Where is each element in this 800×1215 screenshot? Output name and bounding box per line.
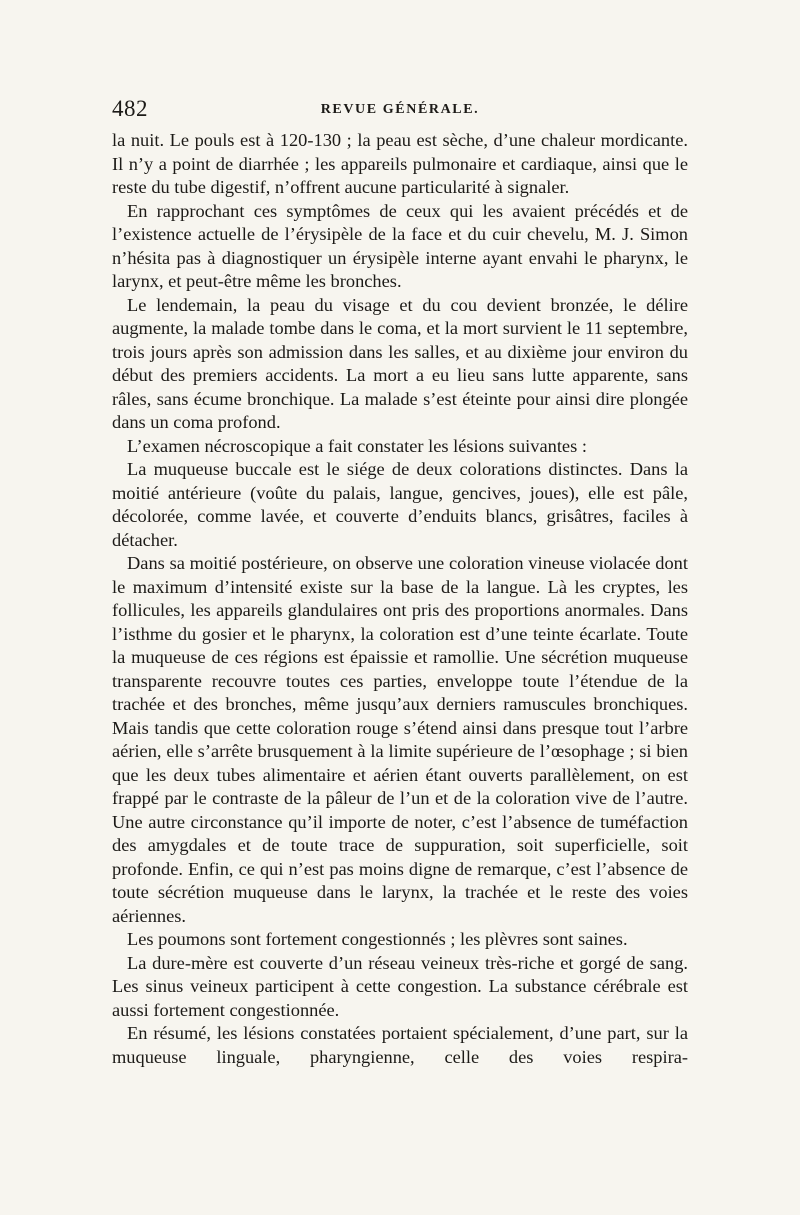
body-text [112,129,688,1069]
paragraph-death: Le lendemain, la peau du visage et du cou devient bronzée, le délire augmente, la malade tombe dans le coma, et la mort survient le 11 septembre, trois jours après son admission dans les salles, et au dixième jour environ du début des premiers accidents. La mort a eu lieu sans lutte apparente, sans râles, sans écume bronchique. La malade s’est éteinte pour ainsi dire plongée dans un coma profond. [112,294,688,432]
paragraph-necropsy-intro: L’examen nécroscopique a fait constater les lésions suivantes : [127,435,587,456]
paragraph-posterior-half: Dans sa moitié postérieure, on observe une coloration vineuse violacée dont le maximum d’intensité existe sur la base de la langue. Là les cryptes, les follicules, les appareils glandulaires ont pris des proportions anormales. Dans l’isthme du gosier et le pharynx, la coloration est d’une teinte écarlate. Toute la muqueuse de ces régions est épaissie et ramollie. Une sécrétion muqueuse transparente recouvre toutes ces parties, enveloppe toute l’étendue de la trachée et des bronches, même jusqu’aux derniers ramuscules bronchiques. Mais tandis que cette coloration rouge s’étend ainsi dans presque tout l’arbre aérien, elle s’arrête brusquement à la limite supérieure de l’œsophage ; si bien que les deux tubes alimentaire et aérien étant ouverts parallèlement, on est frappé par le contraste de la pâleur de l’un et de la coloration vive de l’autre. Une autre circonstance qu’il importe de noter, c’est l’absence de tuméfaction des amygdales et de toute trace de suppuration, soit superficielle, soit profonde. Enfin, ce qui n’est pas moins digne de remarque, c’est l’absence de toute sécrétion muqueuse dans le larynx, la trachée et le reste des voies aériennes. [112,553,688,926]
paragraph-dura-mater: La dure-mère est couverte d’un réseau veineux très-riche et gorgé de sang. Les sinus veineux participent à cette congestion. La substance cérébrale est aussi fortement congestionnée. [112,952,688,1020]
running-head: REVUE GÉNÉRALE. [320,102,480,117]
page-header [112,96,688,126]
paragraph-continuation: la nuit. Le pouls est à 120-130 ; la peau est sèche, d’une chaleur mordicante. Il n’y a point de diarrhée ; les appareils pulmonaire et cardiaque, ainsi que le reste du tube digestif, n’offrent aucune particularité à signaler. [112,130,688,197]
page-number: 482 [112,96,148,121]
paragraph-summary: En résumé, les lésions constatées portaient spécialement, d’une part, sur la muqueuse linguale, pharyngienne, celle des voies respira- [112,1023,688,1067]
paragraph-lungs: Les poumons sont fortement congestionnés ; les plèvres sont saines. [127,929,628,949]
paragraph-buccal-mucosa: La muqueuse buccale est le siége de deux colorations distinctes. Dans la moitié antérieure (voûte du palais, langue, gencives, joues), elle est pâle, décolorée, comme lavée, et couverte d’enduits blancs, grisâtres, faciles à détacher. [112,459,688,550]
paragraph-diagnosis: En rapprochant ces symptômes de ceux qui les avaient précédés et de l’existence actuelle de l’érysipèle de la face et du cuir chevelu, M. J. Simon n’hésita pas à diagnostiquer un érysipèle interne ayant envahi le pharynx, le larynx, et peut-être même les bronches. [112,200,688,291]
